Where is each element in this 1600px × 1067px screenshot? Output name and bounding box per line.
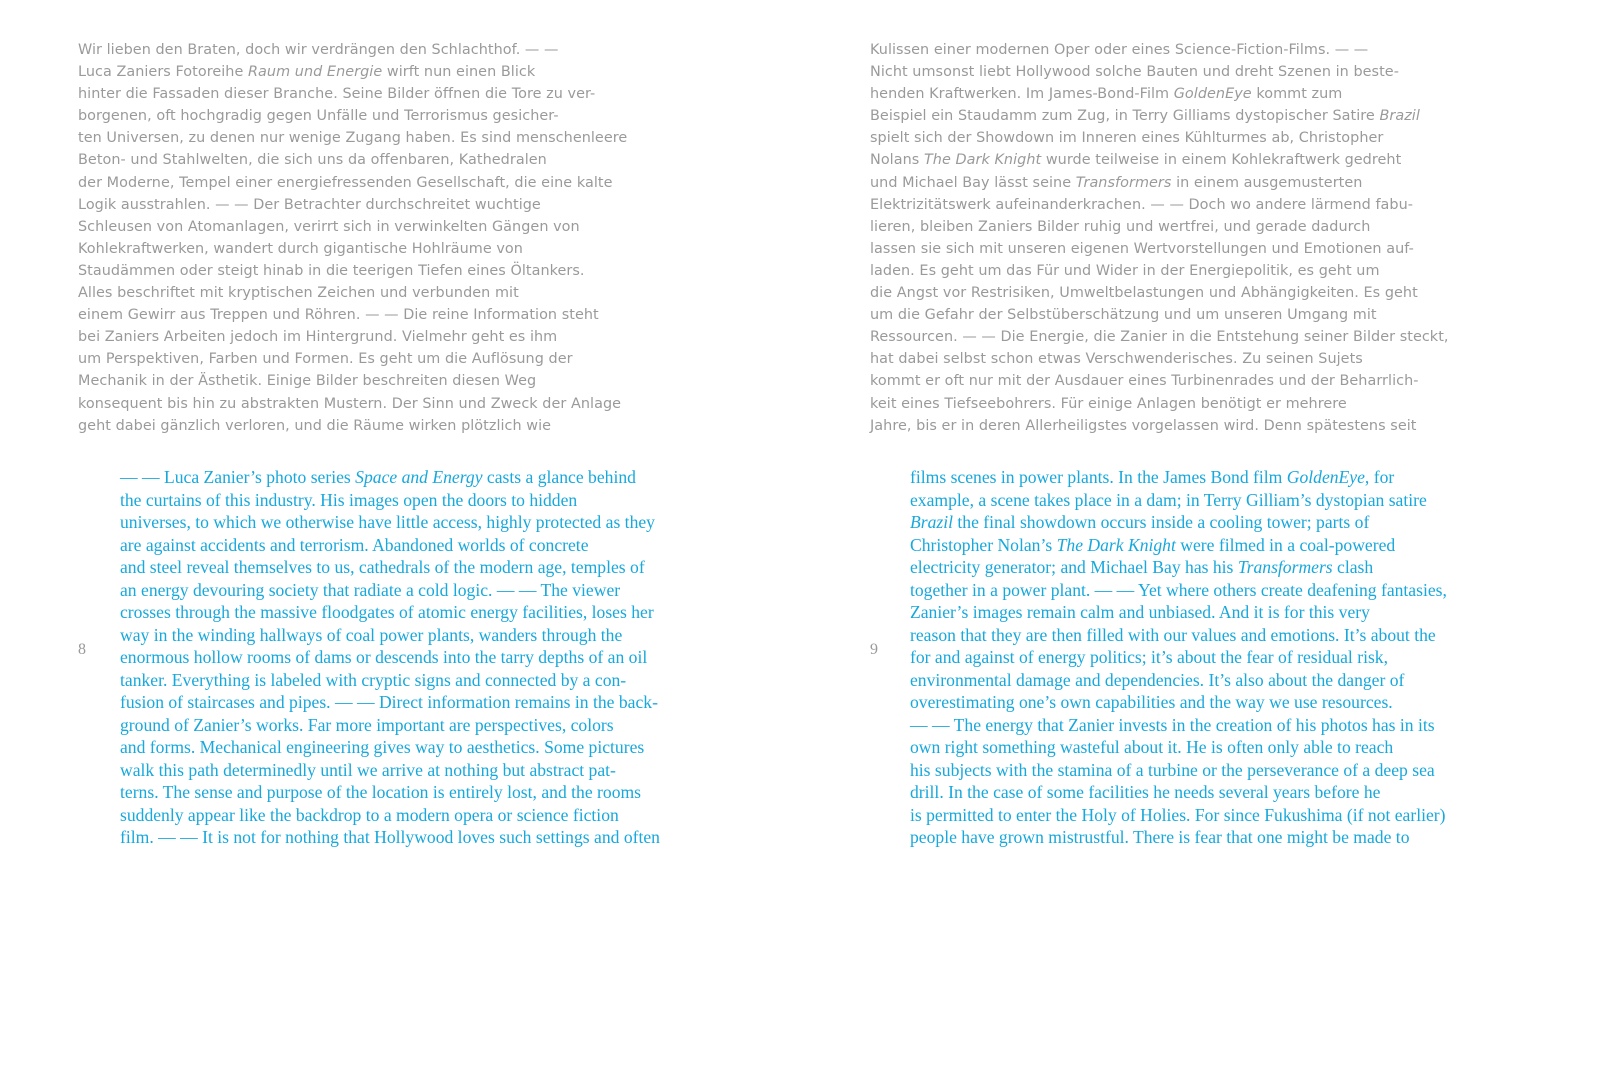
text-segment: clash	[1332, 557, 1374, 577]
text-line	[78, 127, 768, 149]
text-segment: film. — — It is not for nothing that Hollywood loves such settings and often	[120, 827, 660, 847]
text-line	[870, 238, 1560, 260]
text-line	[120, 534, 760, 557]
text-segment: wurde teilweise in einem Kohlekraftwerk gedreht	[1041, 152, 1402, 169]
text-segment: kommt zum	[1251, 86, 1343, 103]
text-segment: Zanier’s images remain calm and unbiased. And it is for this very	[910, 602, 1370, 622]
text-line	[870, 194, 1560, 216]
german-text-block	[870, 39, 1560, 437]
text-segment: der Moderne, Tempel einer energiefressenden Gesellschaft, die eine kalte	[78, 174, 613, 191]
text-line	[78, 172, 768, 194]
text-line	[910, 714, 1550, 737]
text-segment: Wir lieben den Braten, doch wir verdrängen den Schlachthof. — —	[78, 42, 559, 58]
text-line	[910, 804, 1550, 827]
text-segment: borgenen, oft hochgradig gegen Unfälle und Terrorismus gesicher-	[78, 108, 559, 125]
text-segment: lieren, bleiben Zaniers Bilder ruhig und wertfrei, und gerade dadurch	[870, 218, 1371, 235]
text-segment: own right something wasteful about it. He is often only able to reach	[910, 737, 1394, 757]
text-segment: henden Kraftwerken. Im James-Bond-Film	[870, 86, 1174, 103]
text-line	[870, 39, 1560, 61]
text-line	[910, 466, 1550, 489]
text-line	[78, 393, 768, 415]
text-line	[120, 511, 760, 534]
text-segment: tanker. Everything is labeled with cryptic signs and connected by a con-	[120, 669, 627, 690]
text-segment: — — Luca Zanier’s photo series	[120, 467, 356, 487]
text-line	[78, 194, 768, 216]
text-segment: die Angst vor Restrisiken, Umweltbelastungen und Abhängigkeiten. Es geht	[870, 285, 1418, 302]
text-segment: Ressourcen. — — Die Energie, die Zanier in die Entstehung seiner Bilder steckt,	[870, 329, 1449, 346]
text-segment: ground of Zanier’s works. Far more important are perspectives, colors	[120, 714, 614, 735]
text-line	[870, 370, 1560, 392]
text-segment: laden. Es geht um das Für und Wider in der Energiepolitik, es geht um	[870, 262, 1380, 279]
text-segment: way in the winding hallways of coal power plants, wanders through the	[120, 624, 623, 645]
italic-title: Brazil	[1379, 108, 1420, 125]
english-text-block	[120, 466, 760, 849]
italic-title: GoldenEye	[1286, 467, 1365, 487]
text-line	[78, 304, 768, 326]
text-segment: Beton- und Stahlwelten, die sich uns da offenbaren, Kathedralen	[78, 152, 547, 169]
text-segment: wirft nun einen Blick	[382, 64, 536, 81]
text-line	[870, 304, 1560, 326]
text-segment: um die Gefahr der Selbstüberschätzung und um unseren Umgang mit	[870, 307, 1377, 324]
text-segment: kommt er oft nur mit der Ausdauer eines Turbinenrades und der Beharrlich-	[870, 373, 1419, 390]
text-segment: were filmed in a coal-powered	[1175, 534, 1396, 555]
text-segment: bei Zaniers Arbeiten jedoch im Hintergrund. Vielmehr geht es ihm	[78, 329, 558, 346]
italic-title: Raum und Energie	[248, 64, 383, 81]
text-line	[910, 736, 1550, 759]
text-segment: the final showdown occurs inside a cooling tower; parts of	[953, 512, 1370, 532]
text-segment: his subjects with the stamina of a turbine or the perseverance of a deep sea	[910, 759, 1435, 780]
text-segment: Nicht umsonst liebt Hollywood solche Bauten und dreht Szenen in beste-	[870, 64, 1399, 81]
text-segment: keit eines Tiefseebohrers. Für einige Anlagen benötigt er mehrere	[870, 395, 1347, 412]
text-segment: for and against of energy politics; it’s about the fear of residual risk,	[910, 647, 1388, 667]
text-segment: enormous hollow rooms of dams or descends into the tarry depths of an oil	[120, 647, 648, 667]
text-segment: Christopher Nolan’s	[910, 534, 1057, 555]
text-line	[78, 216, 768, 238]
text-line	[120, 736, 760, 759]
text-line	[870, 282, 1560, 304]
text-segment: konsequent bis hin zu abstrakten Mustern. Der Sinn und Zweck der Anlage	[78, 395, 622, 412]
text-line	[910, 646, 1550, 669]
text-line	[120, 826, 760, 849]
text-line	[120, 691, 760, 714]
text-line	[120, 466, 760, 489]
text-line	[870, 61, 1560, 83]
text-line	[120, 781, 760, 804]
text-segment: Mechanik in der Ästhetik. Einige Bilder beschreiten diesen Weg	[78, 373, 537, 390]
text-segment: und Michael Bay lässt seine	[870, 174, 1076, 191]
text-line	[870, 83, 1560, 105]
text-segment: example, a scene takes place in a dam; in Terry Gilliam’s dystopian satire	[910, 489, 1427, 510]
text-line	[870, 260, 1560, 282]
text-segment: Kulissen einer modernen Oper oder eines Science-Fiction-Films. — —	[870, 42, 1369, 58]
text-segment: environmental damage and dependencies. It’s also about the danger of	[910, 669, 1405, 690]
text-line	[78, 260, 768, 282]
text-segment: Schleusen von Atomanlagen, verirrt sich in verwinkelten Gängen von	[78, 218, 580, 235]
text-line	[910, 579, 1550, 602]
text-line	[78, 326, 768, 348]
text-line	[120, 556, 760, 579]
text-line	[910, 511, 1550, 534]
text-segment: Elektrizitätswerk aufeinanderkrachen. — — Doch wo andere lärmend fabu-	[870, 196, 1414, 213]
text-segment: the curtains of this industry. His images open the doors to hidden	[120, 489, 578, 510]
text-segment: Logik ausstrahlen. — — Der Betrachter durchschreitet wuchtige	[78, 196, 541, 213]
text-line	[120, 601, 760, 624]
text-segment: Luca Zaniers Fotoreihe	[78, 64, 248, 81]
text-segment: einem Gewirr aus Treppen und Röhren. — — Die reine Information steht	[78, 307, 599, 324]
text-line	[78, 61, 768, 83]
text-segment: — — The energy that Zanier invests in the creation of his photos has in its	[910, 714, 1435, 735]
text-segment: overestimating one’s own capabilities and the way we use resources.	[910, 692, 1393, 712]
text-line	[910, 669, 1550, 692]
text-segment: geht dabei gänzlich verloren, und die Räume wirken plötzlich wie	[78, 417, 552, 434]
italic-title: The Dark Knight	[923, 152, 1042, 169]
right-page	[800, 0, 1600, 1067]
text-segment: lassen sie sich mit unseren eigenen Wertvorstellungen und Emotionen auf-	[870, 240, 1414, 257]
text-line	[78, 105, 768, 127]
text-segment: an energy devouring society that radiate a cold logic. — — The viewer	[120, 579, 621, 600]
text-segment: casts a glance behind	[482, 467, 636, 487]
text-segment: and forms. Mechanical engineering gives way to aesthetics. Some pictures	[120, 737, 645, 757]
text-segment: Beispiel ein Staudamm zum Zug, in Terry Gilliams dystopischer Satire	[870, 108, 1380, 125]
text-line	[870, 415, 1560, 437]
text-line	[120, 646, 760, 669]
text-segment: spielt sich der Showdown im Inneren eines Kühlturmes ab, Christopher	[870, 130, 1384, 147]
text-segment: fusion of staircases and pipes. — — Direct information remains in the back-	[120, 692, 658, 712]
text-segment: walk this path determinedly until we arrive at nothing but abstract pat-	[120, 759, 616, 780]
text-segment: Staudämmen oder steigt hinab in die teerigen Tiefen eines Öltankers.	[78, 262, 585, 279]
german-text-block	[78, 39, 768, 437]
text-segment: um Perspektiven, Farben und Formen. Es geht um die Auflösung der	[78, 351, 573, 368]
text-line	[910, 534, 1550, 557]
text-line	[910, 556, 1550, 579]
italic-title: Transformers	[1237, 557, 1333, 577]
italic-title: The Dark Knight	[1056, 534, 1176, 555]
text-line	[78, 83, 768, 105]
text-line	[120, 804, 760, 827]
text-segment: films scenes in power plants. In the James Bond film	[910, 467, 1287, 487]
text-line	[870, 105, 1560, 127]
page-number: 9	[870, 641, 878, 658]
text-line	[870, 393, 1560, 415]
text-segment: hat dabei selbst schon etwas Verschwenderisches. Zu seinen Sujets	[870, 351, 1363, 368]
text-segment: Alles beschriftet mit kryptischen Zeichen und verbunden mit	[78, 285, 519, 302]
text-segment: reason that they are then filled with our values and emotions. It’s about the	[910, 624, 1436, 645]
text-segment: crosses through the massive floodgates of atomic energy facilities, loses her	[120, 602, 654, 622]
italic-title: GoldenEye	[1173, 86, 1252, 103]
text-segment: Jahre, bis er in deren Allerheiligstes vorgelassen wird. Denn spätestens seit	[870, 417, 1417, 434]
text-line	[910, 826, 1550, 849]
text-segment: universes, to which we otherwise have little access, highly protected as they	[120, 512, 655, 532]
text-segment: Kohlekraftwerken, wandert durch gigantische Hohlräume von	[78, 240, 523, 257]
text-line	[120, 714, 760, 737]
text-line	[78, 282, 768, 304]
text-line	[870, 348, 1560, 370]
text-line	[78, 238, 768, 260]
text-line	[870, 127, 1560, 149]
text-segment: electricity generator; and Michael Bay has his	[910, 557, 1238, 577]
text-line	[870, 326, 1560, 348]
text-line	[910, 601, 1550, 624]
text-line	[870, 216, 1560, 238]
italic-title: Transformers	[1075, 174, 1172, 191]
text-segment: and steel reveal themselves to us, cathedrals of the modern age, temples of	[120, 557, 645, 577]
page-number: 8	[78, 641, 86, 658]
text-segment: are against accidents and terrorism. Abandoned worlds of concrete	[120, 534, 589, 555]
text-line	[78, 39, 768, 61]
text-line	[120, 624, 760, 647]
text-segment: terns. The sense and purpose of the location is entirely lost, and the rooms	[120, 782, 642, 802]
text-line	[120, 579, 760, 602]
text-segment: hinter die Fassaden dieser Branche. Seine Bilder öffnen die Tore zu ver-	[78, 86, 596, 103]
text-segment: Nolans	[870, 152, 924, 169]
text-line	[870, 149, 1560, 171]
text-line	[870, 172, 1560, 194]
text-line	[120, 489, 760, 512]
text-line	[78, 348, 768, 370]
text-line	[910, 624, 1550, 647]
text-line	[78, 415, 768, 437]
text-line	[120, 759, 760, 782]
text-line	[910, 781, 1550, 804]
text-segment: , for	[1364, 467, 1395, 487]
text-segment: together in a power plant. — — Yet where others create deafening fantasies,	[910, 579, 1447, 600]
text-line	[120, 669, 760, 692]
text-line	[910, 691, 1550, 714]
text-line	[910, 759, 1550, 782]
text-line	[910, 489, 1550, 512]
text-line	[78, 149, 768, 171]
text-segment: is permitted to enter the Holy of Holies. For since Fukushima (if not earlier)	[910, 804, 1446, 825]
english-text-block	[910, 466, 1550, 849]
text-segment: people have grown mistrustful. There is fear that one might be made to	[910, 827, 1410, 847]
text-segment: in einem ausgemusterten	[1171, 174, 1363, 191]
text-line	[78, 370, 768, 392]
text-segment: drill. In the case of some facilities he needs several years before he	[910, 782, 1381, 802]
text-segment: ten Universen, zu denen nur wenige Zugang haben. Es sind menschenleere	[78, 130, 628, 147]
italic-title: Brazil	[910, 512, 954, 532]
italic-title: Space and Energy	[355, 467, 483, 487]
text-segment: suddenly appear like the backdrop to a modern opera or science fiction	[120, 804, 619, 825]
